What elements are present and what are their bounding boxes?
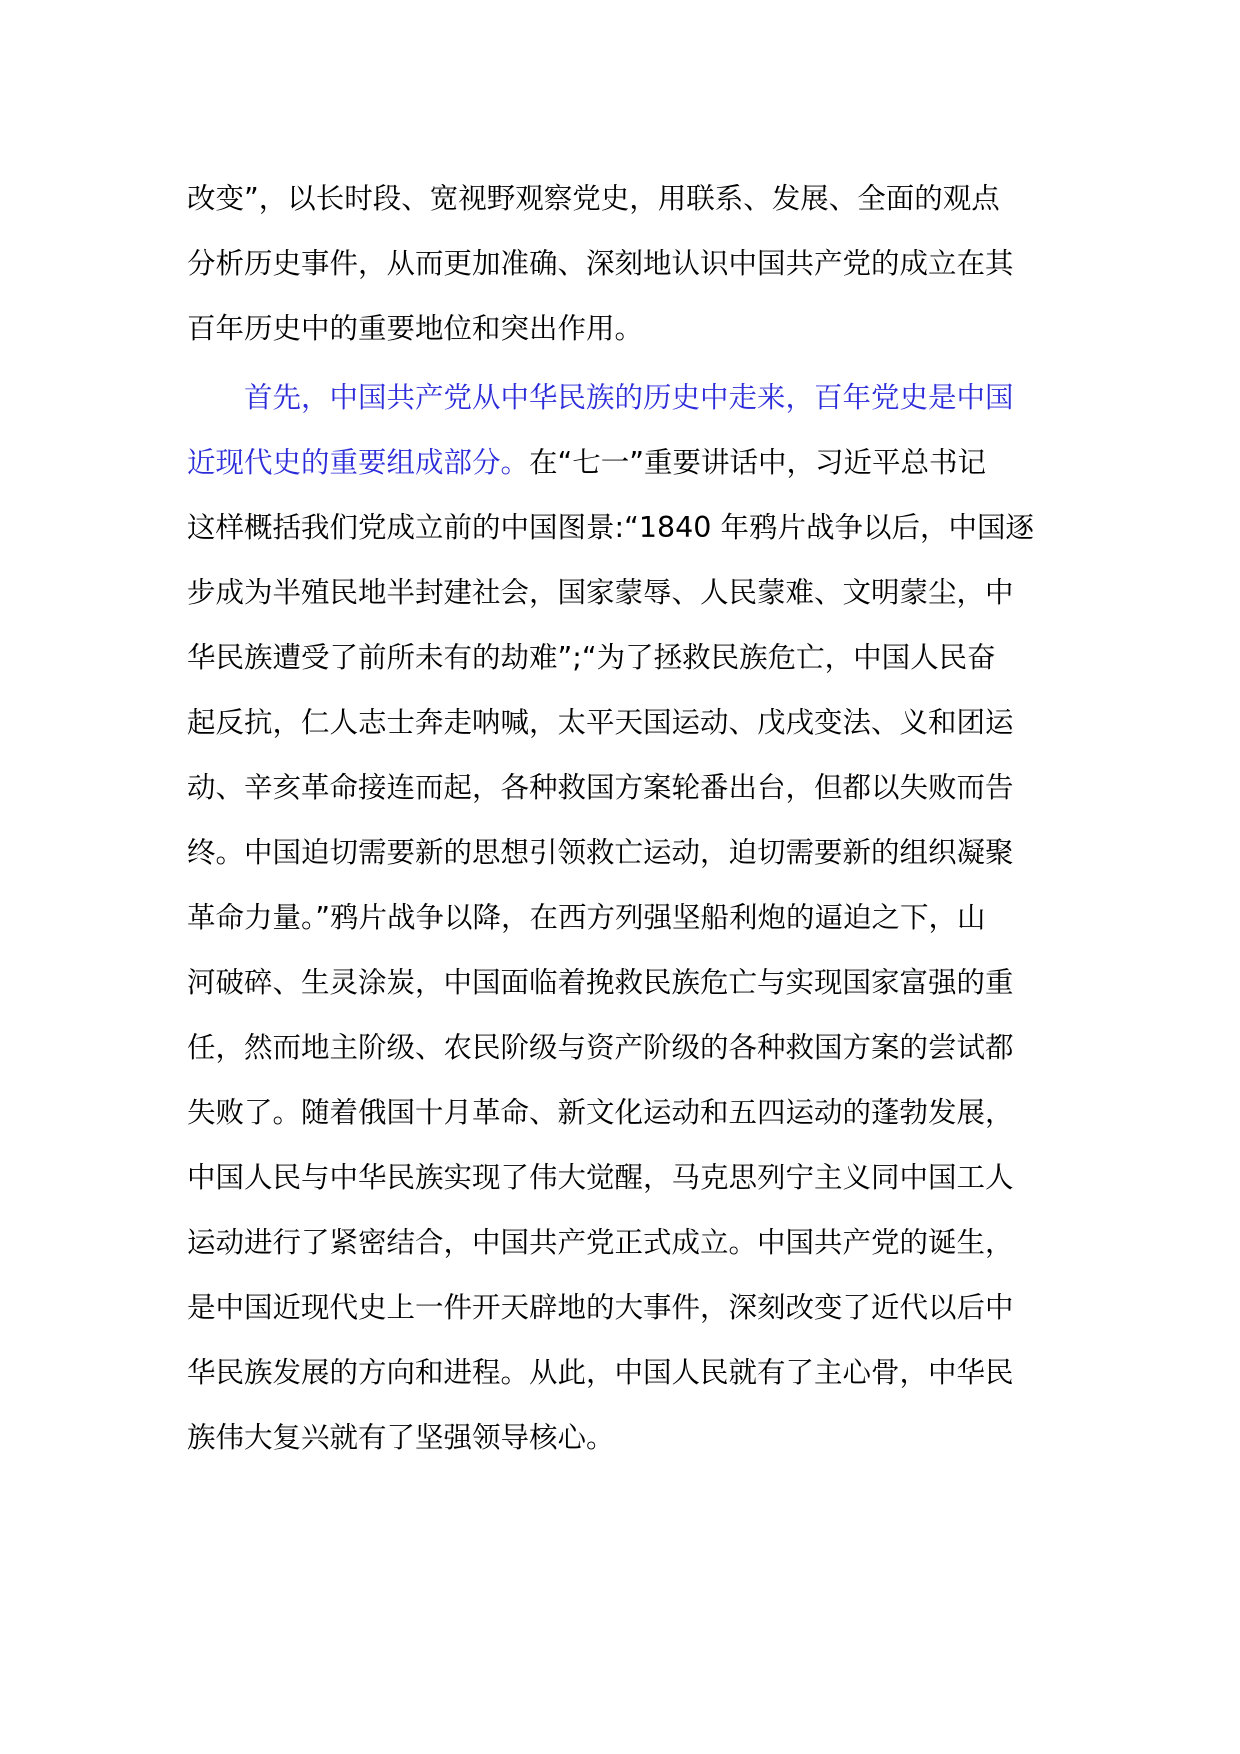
text-line: 这样概括我们党成立前的中国图景:“1840 年鸦片战争以后，中国逐 — [187, 511, 1034, 544]
text-line — [187, 430, 1057, 495]
text-line: 中国人民与中华民族实现了伟大觉醒，马克思列宁主义同中国工人 — [187, 1161, 1014, 1194]
highlighted-thesis: 近现代史的重要组成部分。 — [187, 446, 530, 479]
text-line: 族伟大复兴就有了坚强领导核心。 — [187, 1421, 615, 1454]
text-line: 分析历史事件，从而更加准确、深刻地认识中国共产党的成立在其 — [187, 247, 1014, 280]
text-line: 步成为半殖民地半封建社会，国家蒙辱、人民蒙难、文明蒙尘，中 — [187, 576, 1014, 609]
text-line: 失败了。随着俄国十月革命、新文化运动和五四运动的蓬勃发展， — [187, 1096, 1014, 1129]
text-line — [187, 365, 1057, 430]
text-line: 华民族发展的方向和进程。从此，中国人民就有了主心骨，中华民 — [187, 1356, 1014, 1389]
text-line: 动、辛亥革命接连而起，各种救国方案轮番出台，但都以失败而告 — [187, 771, 1014, 804]
text-line: 华民族遭受了前所未有的劫难”;“为了拯救民族危亡，中国人民奋 — [187, 641, 996, 674]
document-body — [187, 166, 1057, 1470]
text-line: 百年历史中的重要地位和突出作用。 — [187, 312, 644, 345]
text-line: 终。中国迫切需要新的思想引领救亡运动，迫切需要新的组织凝聚 — [187, 836, 1014, 869]
text-line: 革命力量。”鸦片战争以降，在西方列强坚船利炮的逼迫之下，山 — [187, 901, 986, 934]
text-line: 是中国近现代史上一件开天辟地的大事件，深刻改变了近代以后中 — [187, 1291, 1014, 1324]
text-line: 河破碎、生灵涂炭，中国面临着挽救民族危亡与实现国家富强的重 — [187, 966, 1014, 999]
text-line: 改变”，以长时段、宽视野观察党史，用联系、发展、全面的观点 — [187, 182, 1000, 215]
paragraph-1 — [187, 166, 1057, 361]
body-text: 在“七一”重要讲话中，习近平总书记 — [529, 446, 987, 479]
paragraph-2 — [187, 365, 1057, 1470]
highlighted-thesis: 首先，中国共产党从中华民族的历史中走来，百年党史是中国 — [244, 381, 1014, 414]
text-line: 起反抗，仁人志士奔走呐喊，太平天国运动、戊戌变法、义和团运 — [187, 706, 1014, 739]
text-line: 运动进行了紧密结合，中国共产党正式成立。中国共产党的诞生， — [187, 1226, 1014, 1259]
text-line: 任，然而地主阶级、农民阶级与资产阶级的各种救国方案的尝试都 — [187, 1031, 1014, 1064]
